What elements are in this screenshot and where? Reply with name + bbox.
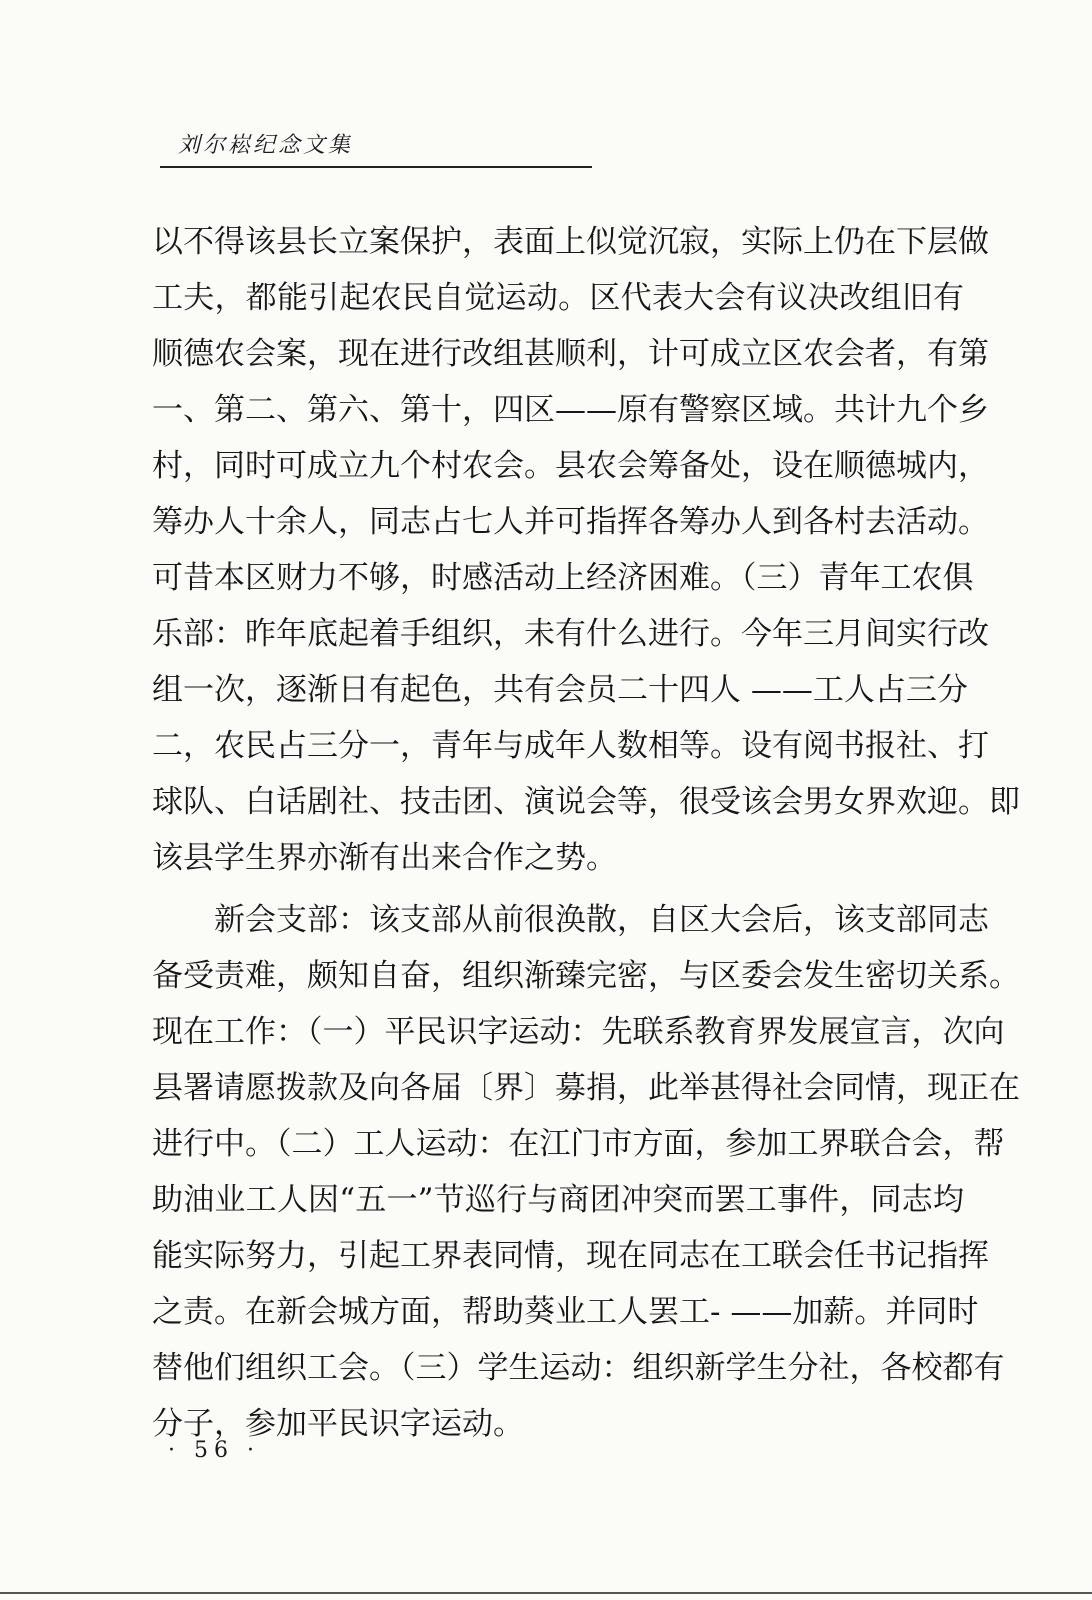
paragraph-1-line-8: 乐部：昨年底起着手组织，未有什么进行。今年三月间实行改: [152, 616, 989, 652]
paragraph-1-line-5: 村，同时可成立九个村农会。县农会筹备处，设在顺德城内，: [152, 448, 989, 484]
paragraph-2-line-1: 新会支部：该支部从前很涣散，自区大会后，该支部同志: [214, 902, 989, 938]
running-head-title: 刘尔崧纪念文集: [178, 133, 354, 158]
paragraph-2-line-3: 现在工作：（一）平民识字运动：先联系教育界发展宣言，次向: [152, 1014, 1005, 1050]
paragraph-1-line-10: 二，农民占三分一，青年与成年人数相等。设有阅书报社、打: [152, 728, 989, 764]
paragraph-1-line-6: 筹办人十余人，同志占七人并可指挥各筹办人到各村去活动。: [152, 504, 989, 540]
paragraph-2-line-7: 能实际努力，引起工界表同情，现在同志在工联会任书记指挥: [152, 1238, 989, 1274]
paragraph-1-line-3: 顺德农会案，现在进行改组甚顺利，计可成立区农会者，有第: [152, 336, 989, 372]
paragraph-1-line-1: 以不得该县长立案保护，表面上似觉沉寂，实际上仍在下层做: [152, 224, 989, 260]
paragraph-2-line-10: 分子，参加平民识字运动。: [152, 1406, 524, 1442]
paragraph-2-line-9: 替他们组织工会。（三）学生运动：组织新学生分社，各校都有: [152, 1350, 1005, 1386]
paragraph-2-line-4: 县署请愿拨款及向各届〔界〕募捐，此举甚得社会同情，现正在: [152, 1070, 1020, 1106]
paragraph-2-line-5: 进行中。（二）工人运动：在江门市方面，参加工界联合会，帮: [152, 1126, 1005, 1162]
header-rule: [160, 166, 592, 168]
paragraph-1-line-2: 工夫，都能引起农民自觉运动。区代表大会有议决改组旧有: [152, 280, 964, 316]
scan-bottom-edge: [0, 1592, 1092, 1594]
page-number: · 56 ·: [168, 1438, 260, 1463]
paragraph-1-line-4: 一、第二、第六、第十，四区——原有警察区域。共计九个乡: [152, 392, 989, 428]
paragraph-2-line-6: 助油业工人因“五一”节巡行与商团冲突而罢工事件，同志均: [152, 1182, 964, 1218]
paragraph-1-line-7: 可昔本区财力不够，时感活动上经济困难。（三）青年工农俱: [152, 560, 974, 596]
body-text: [152, 214, 1020, 1452]
paragraph-1-line-9: 组一次，逐渐日有起色，共有会员二十四人 ——工人占三分: [152, 672, 968, 708]
paragraph-2-line-2: 备受责难，颇知自奋，组织渐臻完密，与区委会发生密切关系。: [152, 958, 1020, 994]
paragraph-2-line-8: 之责。在新会城方面，帮助葵业工人罢工- ——加薪。并同时: [152, 1294, 979, 1330]
paragraph-1-line-11: 球队、白话剧社、技击团、演说会等，很受该会男女界欢迎。即: [152, 784, 1020, 820]
paragraph-1-line-12: 该县学生界亦渐有出来合作之势。: [152, 840, 617, 876]
